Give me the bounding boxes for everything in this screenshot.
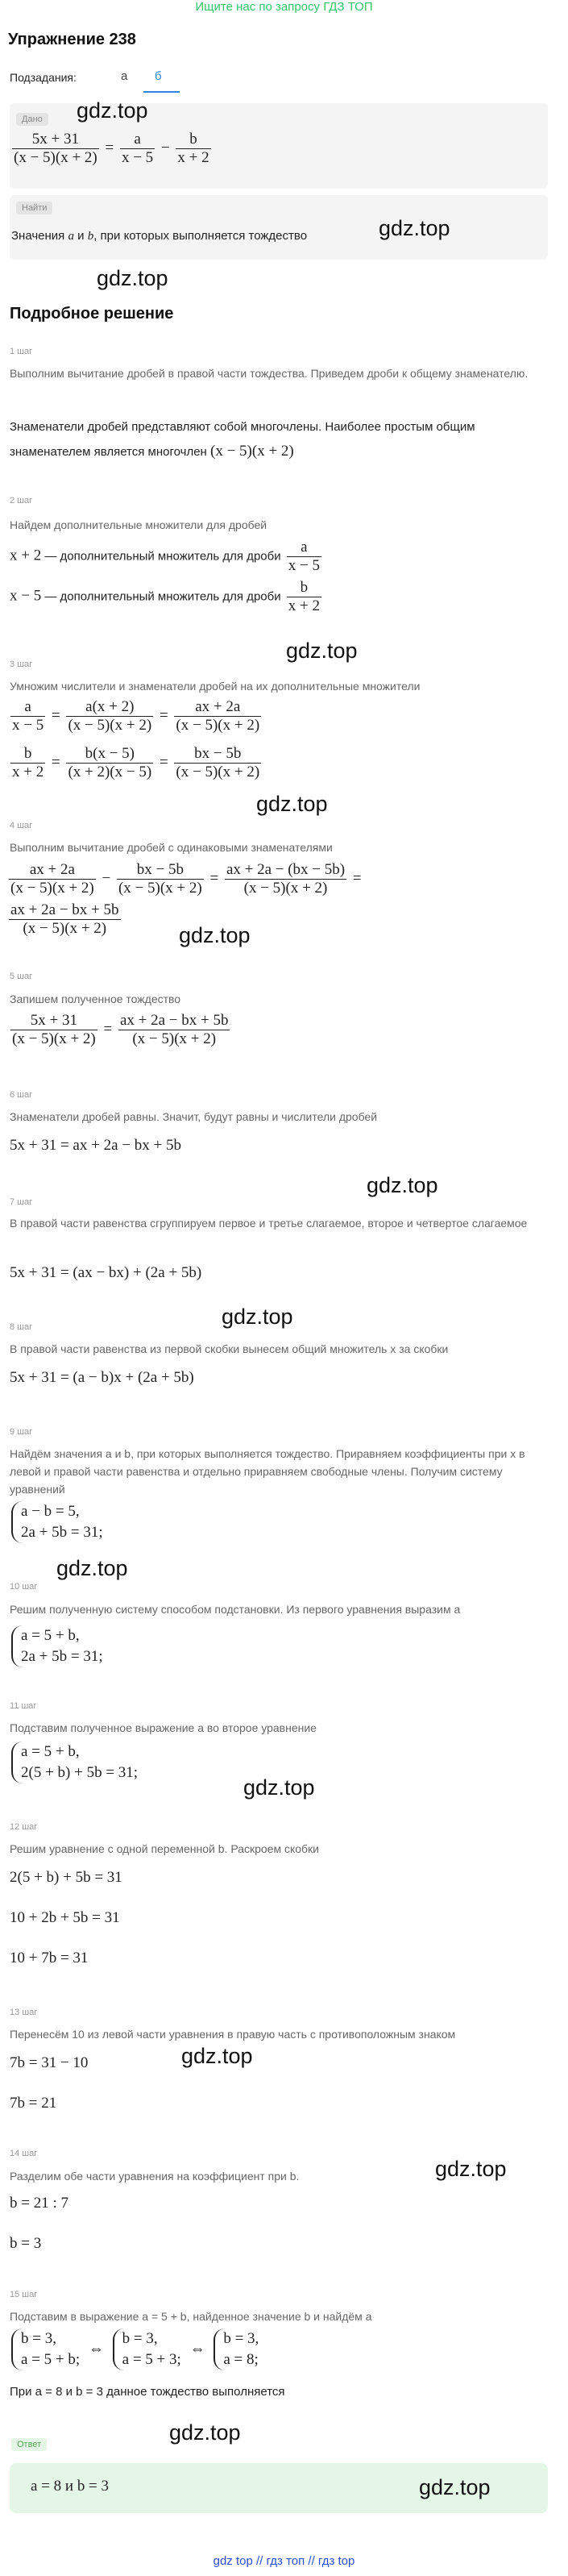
watermark: gdz.top bbox=[222, 1305, 293, 1329]
answer-tag: Ответ bbox=[11, 2438, 47, 2451]
multiplier-line: x + 2 — дополнительный множитель для дроби $\frac{a}{x - 5}$ bbox=[10, 539, 320, 574]
equation: $\frac{5x + 31}{(x - 5)(x + 2)}$ = $\frac{ax + 2a - bx + 5b}{(x - 5)(x + 2)}$ bbox=[12, 1012, 229, 1047]
step-text: Найдём значения a и b, при которых выполняется тождество. Приравняем коэффициенты при x в левой и правой части равенства и отдельно приравняем свободные члены. Получим систему уравнений bbox=[10, 1447, 525, 1496]
equation-system: a = 5 + b, 2(5 + b) + 5b = 31; bbox=[11, 1742, 138, 1783]
equation: $\frac{ax + 2a}{(x - 5)(x + 2)}$ − $\frac{bx - 5b}{(x - 5)(x + 2)}$ = $\frac{ax + 2a - (bx - 5b)}{(x - 5)(x + 2)}$ = bbox=[10, 861, 362, 897]
equation: 5x + 31 = ax + 2a − bx + 5b bbox=[10, 1137, 181, 1154]
step-text: Запишем полученное тождество bbox=[10, 993, 181, 1005]
step-text: Найдем дополнительные множители для дробей bbox=[10, 518, 267, 531]
equation: 2(5 + b) + 5b = 31 bbox=[10, 1869, 122, 1886]
given-tag: Дано bbox=[16, 113, 48, 126]
watermark: gdz.top bbox=[367, 1173, 438, 1197]
step-text: Знаменатели дробей представляют собой многочлены. Наиболее простым общим знаменателем является многочлен (x − 5)(x + 2) bbox=[10, 420, 475, 460]
equation: $\frac{b}{x + 2}$ = $\frac{b(x - 5)}{(x + 2)(x - 5)}$ = $\frac{bx - 5b}{(x - 5)(x + 2)}$ bbox=[12, 745, 260, 780]
watermark: gdz.top bbox=[77, 98, 148, 123]
active-tab-underline bbox=[143, 91, 180, 93]
find-text: Значения a и b, при которых выполняется тождество bbox=[11, 229, 308, 243]
step-label: 1 шаг bbox=[10, 347, 33, 356]
watermark: gdz.top bbox=[243, 1775, 315, 1800]
step-label: 8 шаг bbox=[10, 1322, 33, 1332]
footer-links[interactable]: gdz top // гдз топ // гдз top bbox=[213, 2554, 355, 2568]
equation: b = 3 bbox=[10, 2235, 42, 2252]
equation: $\frac{ax + 2a - bx + 5b}{(x - 5)(x + 2)}$ bbox=[10, 901, 119, 937]
step-label: 3 шаг bbox=[10, 660, 33, 669]
watermark: gdz.top bbox=[179, 923, 251, 947]
solution-heading: Подробное решение bbox=[10, 305, 174, 323]
step-label: 14 шаг bbox=[10, 2149, 38, 2158]
step-label: 13 шаг bbox=[10, 2008, 38, 2017]
equation: 10 + 2b + 5b = 31 bbox=[10, 1909, 120, 1926]
equation-chain: b = 3, a = 5 + b; ⇔ b = 3, a = 5 + 3; ⇔ b = 3, a = 8; bbox=[11, 2328, 259, 2370]
step-text: Подставим в выражение a = 5 + b, найденное значение b и найдём a bbox=[10, 2310, 372, 2323]
step-label: 2 шаг bbox=[10, 496, 33, 506]
watermark: gdz.top bbox=[169, 2420, 241, 2445]
equation: $\frac{a}{x - 5}$ = $\frac{a(x + 2)}{(x - 5)(x + 2)}$ = $\frac{ax + 2a}{(x - 5)(x + 2)}$ bbox=[12, 698, 260, 734]
watermark: gdz.top bbox=[181, 2044, 253, 2068]
step-label: 12 шаг bbox=[10, 1822, 38, 1832]
equation: 5x + 31 = (ax − bx) + (2a + 5b) bbox=[10, 1264, 202, 1281]
equation-system: a = 5 + b, 2a + 5b = 31; bbox=[11, 1625, 103, 1667]
step-text: Перенесём 10 из левой части уравнения в правую часть с противоположным знаком bbox=[10, 2028, 456, 2041]
step-text: В правой части равенства из первой скобки вынесем общий множитель x за скобки bbox=[10, 1342, 449, 1355]
subtasks-label: Подзадания: bbox=[10, 71, 77, 84]
find-box bbox=[10, 195, 548, 260]
answer-text: a = 8 и b = 3 bbox=[31, 2478, 110, 2495]
search-hint-link[interactable]: Ищите нас по запросу ГДЗ ТОП bbox=[195, 0, 373, 14]
page-title: Упражнение 238 bbox=[8, 31, 136, 48]
step-text: Разделим обе части уравнения на коэффициент при b. bbox=[10, 2170, 300, 2183]
step-label: 6 шаг bbox=[10, 1090, 33, 1100]
step-text: В правой части равенства сгруппируем первое и третье слагаемое, второе и четвертое слагаемое bbox=[10, 1217, 528, 1230]
find-tag: Найти bbox=[16, 202, 52, 214]
step-label: 7 шаг bbox=[10, 1197, 33, 1207]
conclusion-text: При a = 8 и b = 3 данное тождество выполняется bbox=[10, 2385, 285, 2399]
watermark: gdz.top bbox=[435, 2157, 507, 2181]
step-text: Решим уравнение с одной переменной b. Раскроем скобки bbox=[10, 1842, 320, 1855]
step-text: Подставим полученное выражение a во второе уравнение bbox=[10, 1721, 317, 1734]
equation-system: a − b = 5, 2a + 5b = 31; bbox=[11, 1501, 103, 1543]
step-label: 9 шаг bbox=[10, 1427, 33, 1437]
step-text: Решим полученную систему способом подстановки. Из первого уравнения выразим a bbox=[10, 1603, 461, 1616]
step-label: 5 шаг bbox=[10, 972, 33, 981]
equation: 10 + 7b = 31 bbox=[10, 1950, 89, 1966]
step-text: Знаменатели дробей равны. Значит, будут равны и числители дробей bbox=[10, 1110, 378, 1123]
equation: 5x + 31 = (a − b)x + (2a + 5b) bbox=[10, 1369, 194, 1386]
step-text: Умножим числители и знаменатели дробей на их дополнительные множители bbox=[10, 680, 421, 693]
step-label: 4 шаг bbox=[10, 821, 33, 830]
step-label: 10 шаг bbox=[10, 1582, 38, 1592]
subtask-tab-a[interactable]: а bbox=[121, 69, 128, 83]
multiplier-line: x − 5 — дополнительный множитель для дроби $\frac{b}{x + 2}$ bbox=[10, 579, 320, 614]
watermark: gdz.top bbox=[379, 216, 450, 240]
equation: b = 21 : 7 bbox=[10, 2195, 68, 2212]
watermark: gdz.top bbox=[286, 639, 358, 663]
watermark: gdz.top bbox=[56, 1556, 128, 1580]
watermark: gdz.top bbox=[419, 2475, 491, 2499]
step-label: 11 шаг bbox=[10, 1701, 37, 1711]
given-equation: $\frac{5x + 31}{(x - 5)(x + 2)}$ = $\frac{a}{x - 5}$ − $\frac{b}{x + 2}$ bbox=[14, 131, 209, 166]
equation: 7b = 21 bbox=[10, 2095, 57, 2112]
subtask-tab-b[interactable]: б bbox=[155, 69, 162, 83]
equation: 7b = 31 − 10 bbox=[10, 2054, 89, 2071]
step-text: Выполним вычитание дробей с одинаковыми знаменателями bbox=[10, 841, 333, 854]
step-text: Выполним вычитание дробей в правой части тождества. Приведем дроби к общему знаменателю. bbox=[10, 367, 529, 380]
watermark: gdz.top bbox=[256, 792, 328, 816]
step-label: 15 шаг bbox=[10, 2290, 38, 2299]
watermark: gdz.top bbox=[97, 266, 168, 290]
